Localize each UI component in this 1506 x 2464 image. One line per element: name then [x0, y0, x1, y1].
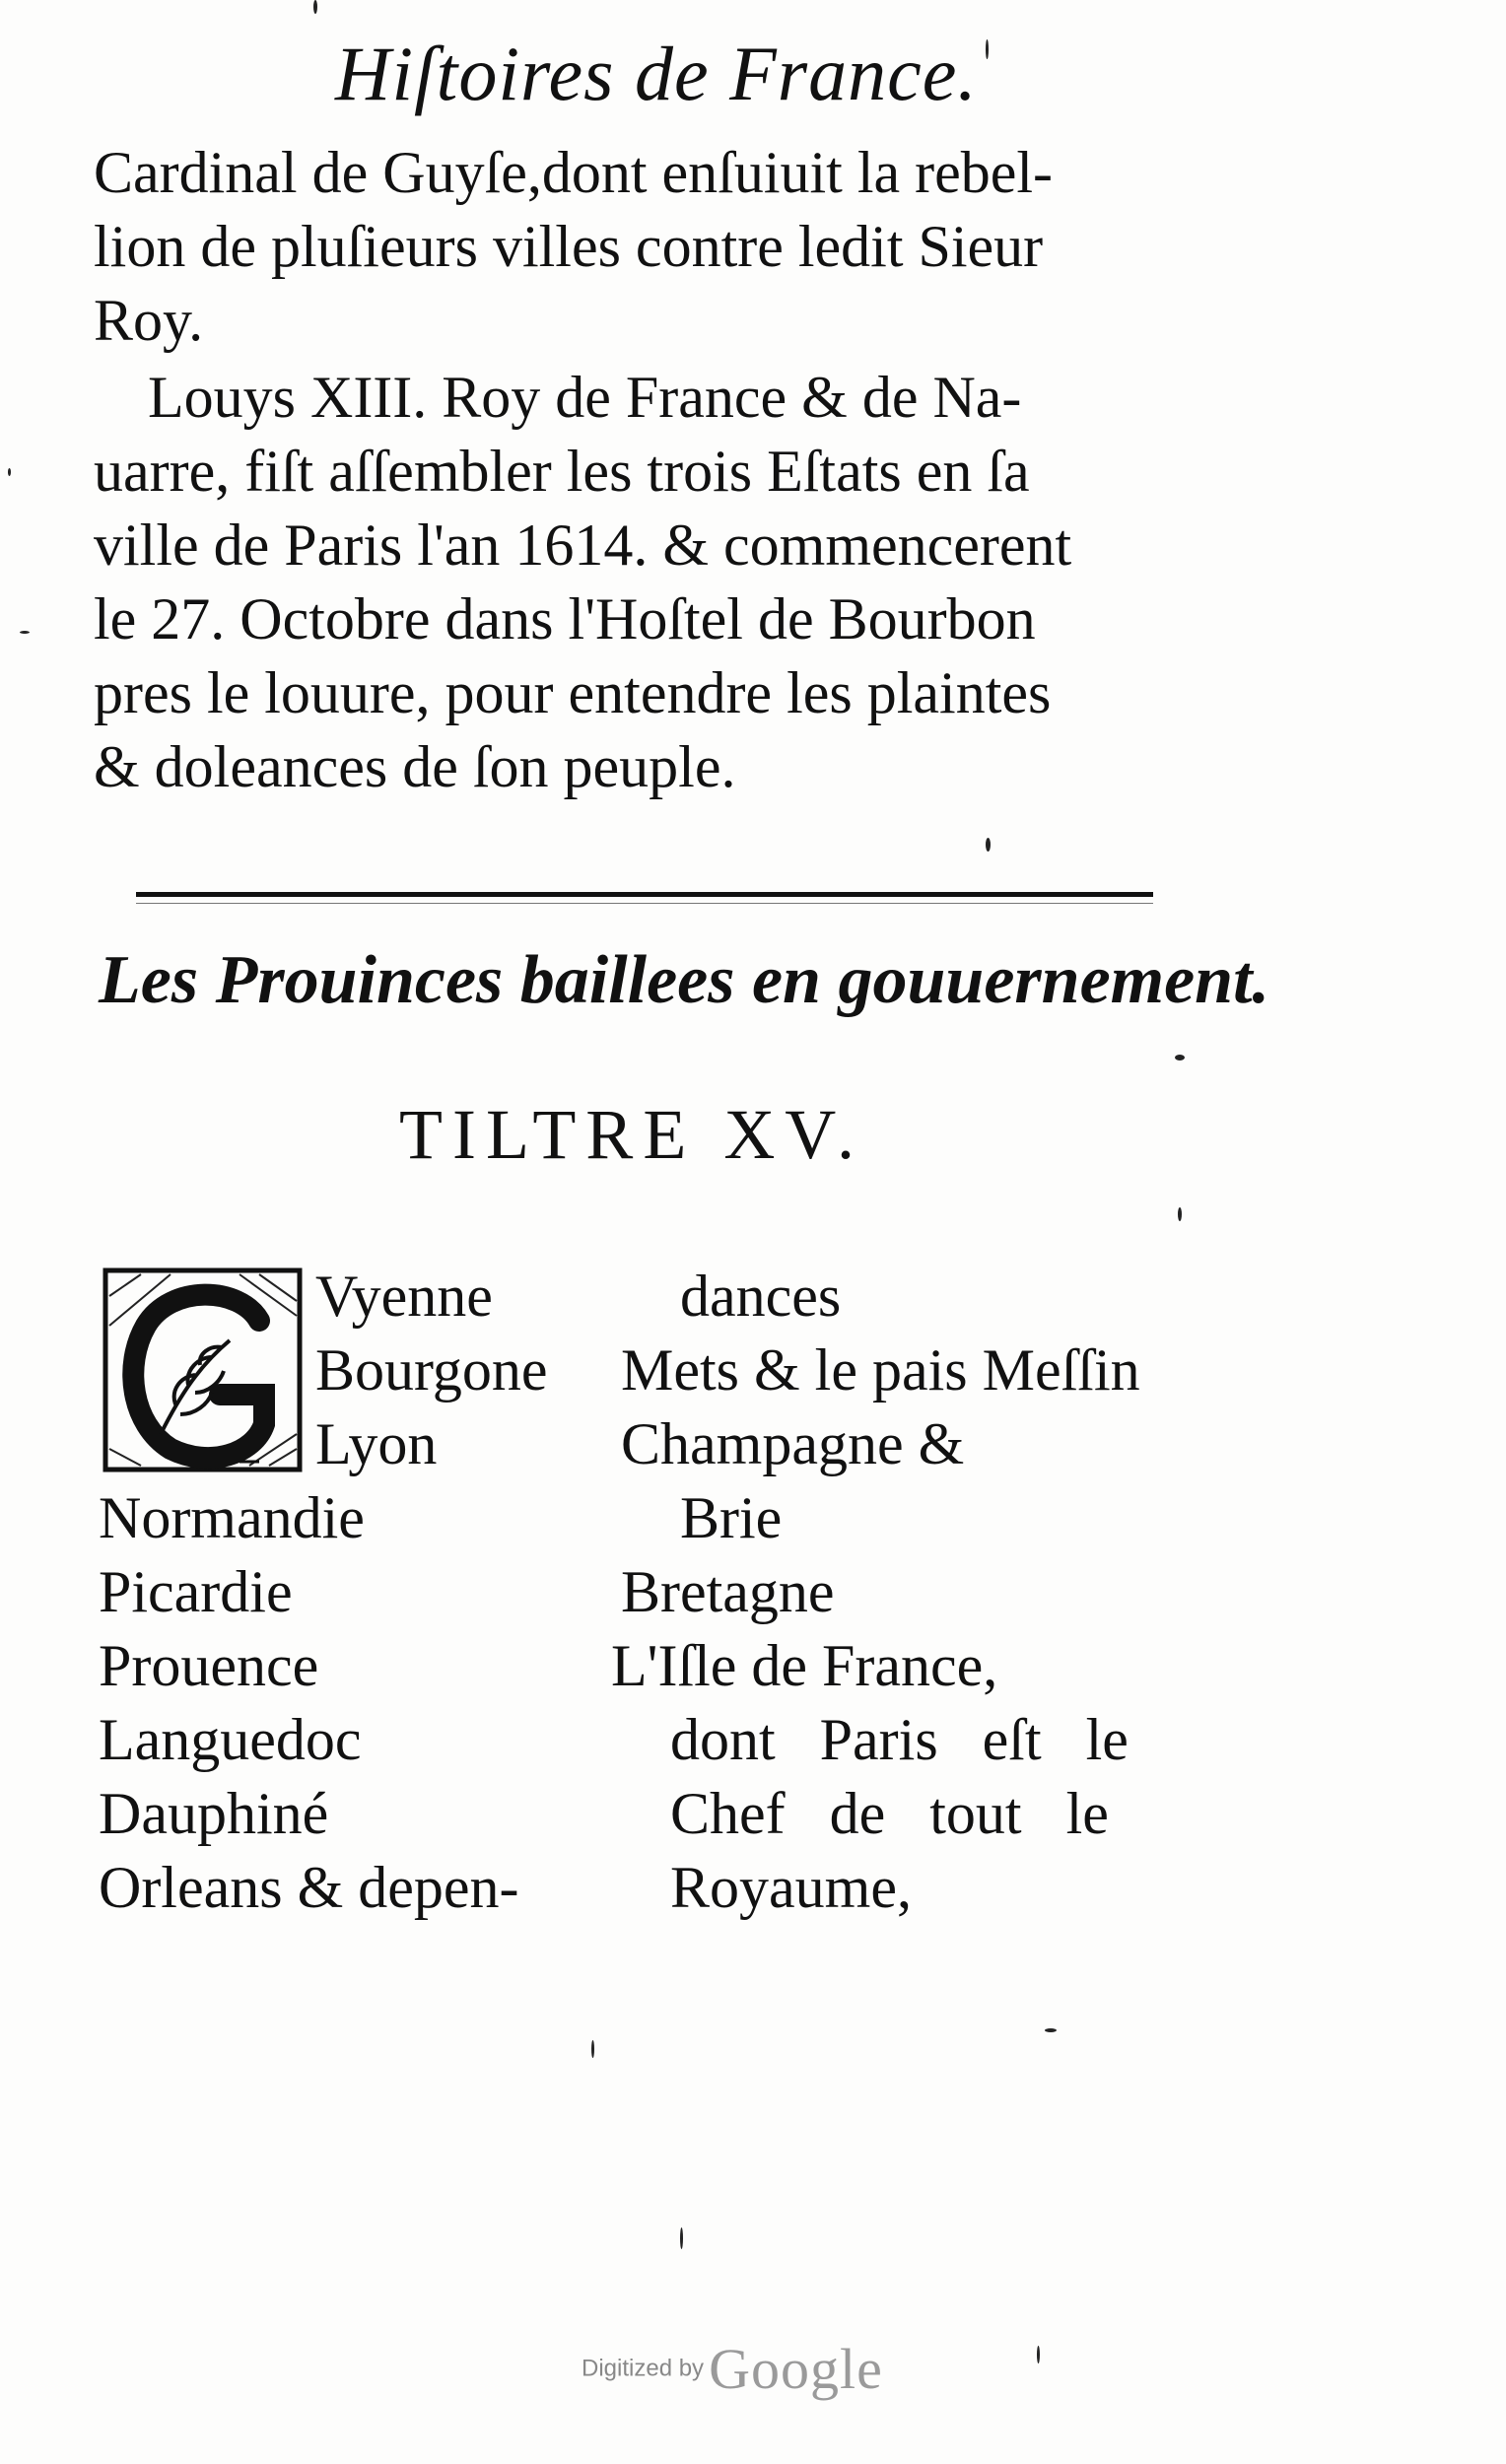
province-item: dont Paris eſt le	[670, 1707, 1129, 1772]
scan-speck	[1178, 1207, 1182, 1221]
province-item: Brie	[680, 1485, 783, 1550]
paragraph-line: lion de pluſieurs villes contre ledit Sieur	[94, 214, 1044, 279]
section-title: Les Prouinces baillees en gouuernement.	[99, 942, 1270, 1018]
paragraph-line: Louys XIII. Roy de France & de Na-	[148, 365, 1022, 430]
province-item: Bourgone	[315, 1337, 548, 1403]
scan-speck	[313, 0, 317, 14]
province-item: Picardie	[99, 1559, 293, 1624]
province-item: Normandie	[99, 1485, 365, 1550]
scan-speck	[1045, 2028, 1057, 2032]
scan-speck	[20, 631, 30, 634]
scan-speck	[986, 838, 991, 852]
digitized-watermark	[582, 2336, 883, 2402]
province-item: Orleans & depen-	[99, 1855, 519, 1920]
province-item: Mets & le pais Meſſin	[621, 1337, 1140, 1403]
section-divider	[136, 892, 1153, 897]
province-item: Languedoc	[99, 1707, 362, 1772]
province-item: Bretagne	[621, 1559, 835, 1624]
province-item: Royaume,	[670, 1855, 912, 1920]
scan-speck	[680, 2227, 683, 2249]
province-item: Prouence	[99, 1633, 319, 1698]
watermark-prefix: Digitized by	[582, 2355, 705, 2382]
watermark-brand: Google	[709, 2337, 883, 2401]
province-item: Dauphiné	[99, 1781, 329, 1846]
paragraph-line: & doleances de ſon peuple.	[94, 734, 736, 799]
province-item: Vyenne	[315, 1264, 493, 1329]
scan-speck	[1037, 2346, 1040, 2363]
scan-speck	[591, 2040, 594, 2058]
paragraph-line: pres le louure, pour entendre les plaintes	[94, 660, 1052, 725]
scan-speck	[8, 468, 11, 476]
chapter-heading: TILTRE XV.	[399, 1095, 865, 1174]
paragraph-line: ville de Paris l'an 1614. & commencerent	[94, 513, 1072, 578]
ornamental-initial-icon	[102, 1266, 304, 1473]
paragraph-line: Cardinal de Guyſe,dont enſuiuit la rebel-	[94, 140, 1054, 205]
running-head: Hiſtoires de France.	[335, 31, 978, 116]
province-item: L'Iſle de France,	[611, 1633, 998, 1698]
province-item: Chef de tout le	[670, 1781, 1109, 1846]
province-item: Lyon	[315, 1411, 438, 1476]
scan-speck	[986, 39, 989, 59]
paragraph-line: uarre, fiſt aſſembler les trois Eſtats en ſa	[94, 439, 1030, 504]
paragraph-line: Roy.	[94, 288, 204, 353]
province-item: Champagne &	[621, 1411, 965, 1476]
province-item: dances	[680, 1264, 842, 1329]
paragraph-line: le 27. Octobre dans l'Hoſtel de Bourbon	[94, 586, 1036, 651]
scan-speck	[1175, 1055, 1185, 1061]
